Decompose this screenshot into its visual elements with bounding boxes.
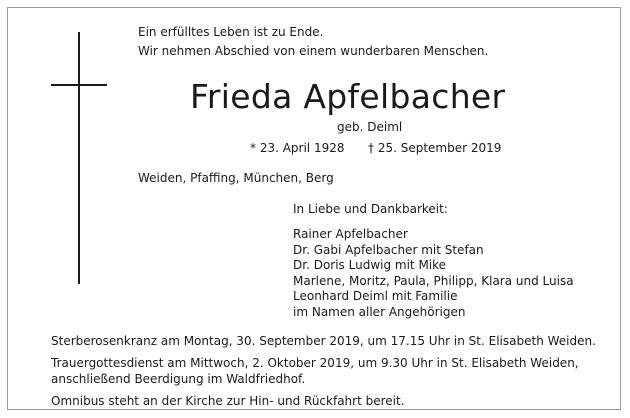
- funeral-notice-line-1: Trauergottesdienst am Mittwoch, 2. Oktober 2019, um 9.30 Uhr in St. Elisabeth Weiden,: [51, 356, 579, 370]
- cross-icon: [78, 32, 80, 284]
- mourner-name: Rainer Apfelbacher: [293, 227, 408, 241]
- birth-date: * 23. April 1928: [250, 141, 345, 155]
- maiden-name: geb. Deiml: [337, 120, 403, 134]
- mourners-list: [293, 227, 574, 305]
- mourners-heading: In Liebe und Dankbarkeit:: [293, 202, 448, 216]
- service-details: [51, 333, 596, 409]
- mourner-name: Leonhard Deiml mit Familie: [293, 289, 458, 303]
- rosary-notice: Sterberosenkranz am Montag, 30. September 2019, um 17.15 Uhr in St. Elisabeth Weiden.: [51, 334, 596, 348]
- intro-line-1: Ein erfülltes Leben ist zu Ende.: [138, 25, 324, 39]
- bus-notice: Omnibus steht an der Kirche zur Hin- und Rückfahrt bereit.: [51, 394, 405, 408]
- intro-line-2: Wir nehmen Abschied von einem wunderbaren Menschen.: [138, 44, 489, 58]
- cross-icon-bar: [51, 84, 107, 86]
- mourner-name: Dr. Gabi Apfelbacher mit Stefan: [293, 242, 484, 257]
- death-date: † 25. September 2019: [368, 141, 502, 155]
- mourners-closing: im Namen aller Angehörigen: [293, 305, 466, 319]
- deceased-name: Frieda Apfelbacher: [190, 77, 506, 116]
- places: Weiden, Pfaffing, München, Berg: [138, 171, 334, 185]
- mourner-name: Dr. Doris Ludwig mit Mike: [293, 258, 447, 272]
- mourner-name: Marlene, Moritz, Paula, Philipp, Klara und Luisa: [293, 273, 574, 288]
- funeral-notice-line-2: anschließend Beerdigung im Waldfriedhof.: [51, 372, 306, 386]
